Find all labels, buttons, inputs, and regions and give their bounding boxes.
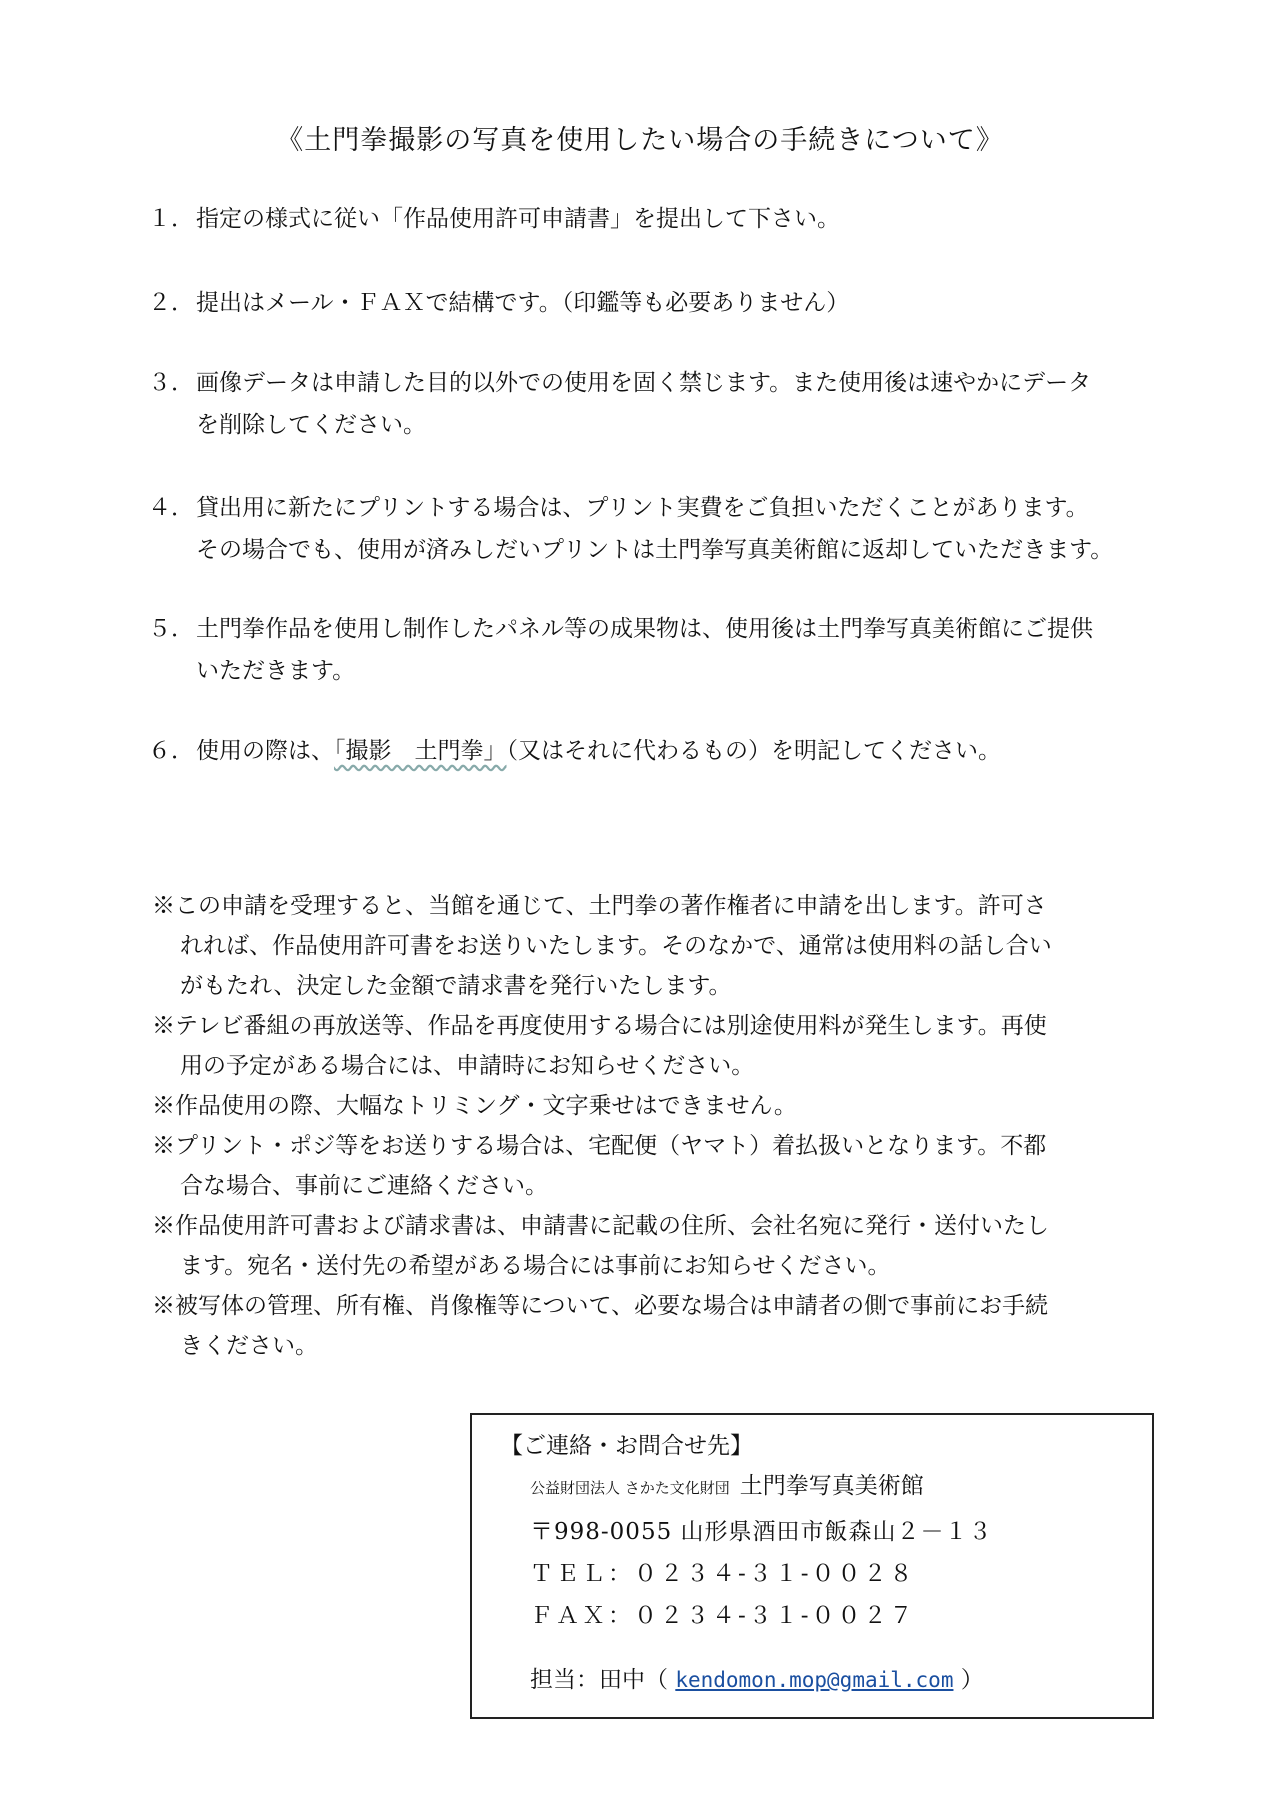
note-line-continued: れれば、作品使用許可書をお送りいたします。そのなかで、通常は使用料の話し合い xyxy=(180,933,1052,959)
email-link[interactable]: kendomon.mop@gmail.com xyxy=(675,1668,954,1692)
note-line-continued: がもたれ、決定した金額で請求書を発行いたします。 xyxy=(180,973,732,999)
note-line: ※プリント・ポジ等をお送りする場合は、宅配便（ヤマト）着払扱いとなります。不都 xyxy=(152,1133,1047,1159)
note-3 xyxy=(152,1086,1152,1126)
item-text-continued: その場合でも、使用が済みしだいプリントは土門拳写真美術館に返却していただきます。 xyxy=(196,537,1114,563)
item-number: ６． xyxy=(148,738,194,764)
list-item-2 xyxy=(148,282,1188,324)
note-4 xyxy=(152,1126,1152,1206)
note-5 xyxy=(152,1206,1152,1286)
item-text: 指定の様式に従い「作品使用許可申請書」を提出して下さい。 xyxy=(196,206,840,232)
item-text: 土門拳作品を使用し制作したパネル等の成果物は、使用後は土門拳写真美術館にご提供 xyxy=(196,616,1093,642)
person-prefix: 担当：田中（ xyxy=(530,1667,668,1693)
item-text-continued: いただきます。 xyxy=(196,658,356,684)
note-line: ※テレビ番組の再放送等、作品を再度使用する場合には別途使用料が発生します。再使 xyxy=(152,1013,1047,1039)
note-line-continued: 用の予定がある場合には、申請時にお知らせください。 xyxy=(180,1053,755,1079)
contact-organization xyxy=(530,1467,924,1500)
contact-box xyxy=(470,1413,1154,1719)
foundation-name: 公益財団法人 さかた文化財団 xyxy=(530,1479,730,1497)
person-suffix: ） xyxy=(960,1667,984,1693)
item-number: ４． xyxy=(148,495,194,521)
item-text-after: （又はそれに代わるもの）を明記してください。 xyxy=(506,738,1001,764)
note-6 xyxy=(152,1286,1152,1366)
notes-section xyxy=(152,886,1152,1366)
note-line: ※作品使用許可書および請求書は、申請書に記載の住所、会社名宛に発行・送付いたし xyxy=(152,1213,1049,1239)
item-text-continued: を削除してください。 xyxy=(196,412,426,438)
note-line-continued: 合な場合、事前にご連絡ください。 xyxy=(180,1173,548,1199)
contact-tel: ＴＥＬ：０２３４-３１-００２８ xyxy=(530,1561,916,1587)
item-text: 画像データは申請した目的以外での使用を固く禁じます。また使用後は速やかにデータ xyxy=(196,370,1092,396)
item-number: ５． xyxy=(148,616,194,642)
note-line-continued: きください。 xyxy=(180,1333,318,1359)
contact-heading: 【ご連絡・お問合せ先】 xyxy=(500,1433,753,1459)
note-line: ※作品使用の際、大幅なトリミング・文字乗せはできません。 xyxy=(152,1093,797,1119)
list-item-4 xyxy=(148,487,1188,571)
list-item-1 xyxy=(148,198,1188,240)
item-number: １． xyxy=(148,206,194,232)
document-title: 《土門拳撮影の写真を使用したい場合の手続きについて》 xyxy=(276,125,1004,156)
item-number: ２． xyxy=(148,290,194,316)
note-line: ※被写体の管理、所有権、肖像権等について、必要な場合は申請者の側で事前にお手続 xyxy=(152,1293,1049,1319)
item-text: 貸出用に新たにプリントする場合は、プリント実費をご負担いただくことがあります。 xyxy=(196,495,1089,521)
list-item-6 xyxy=(148,730,1188,772)
museum-name: 土門拳写真美術館 xyxy=(739,1473,924,1499)
note-line: ※この申請を受理すると、当館を通じて、土門拳の著作権者に申請を出します。許可さ xyxy=(152,893,1047,919)
list-item-5 xyxy=(148,608,1188,692)
contact-fax: ＦＡＸ：０２３４-３１-００２７ xyxy=(530,1603,916,1629)
contact-person xyxy=(530,1661,984,1694)
contact-address: 〒998-0055 山形県酒田市飯森山２－１３ xyxy=(530,1519,993,1545)
note-line-continued: ます。宛名・送付先の希望がある場合には事前にお知らせください。 xyxy=(180,1253,891,1279)
note-1 xyxy=(152,886,1152,1006)
item-number: ３． xyxy=(148,370,194,396)
item-text: 使用の際は、 xyxy=(196,738,334,764)
note-2 xyxy=(152,1006,1152,1086)
credit-line-highlight: 「撮影 土門拳」 xyxy=(334,738,507,764)
list-item-3 xyxy=(148,362,1188,446)
item-text: 提出はメール・ＦＡＸで結構です。（印鑑等も必要ありません） xyxy=(196,290,850,316)
